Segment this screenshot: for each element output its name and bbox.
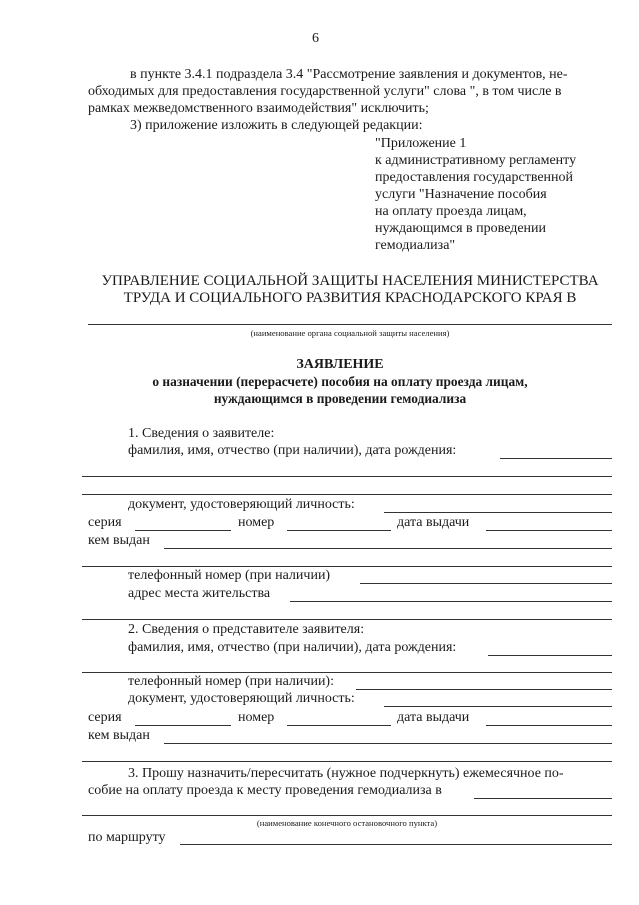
section2-issued-by-field[interactable] bbox=[164, 743, 612, 744]
section1-fio-label: фамилия, имя, отчество (при наличии), дата рождения: bbox=[128, 443, 457, 458]
statement-title: ЗАЯВЛЕНИЕ bbox=[296, 357, 384, 372]
agency-line-2: ТРУДА И СОЦИАЛЬНОГО РАЗВИТИЯ КРАСНОДАРСКОГО КРАЯ В bbox=[123, 290, 577, 306]
statement-subtitle-2: нуждающимся в проведении гемодиализа bbox=[213, 391, 467, 406]
section1-address-line-2[interactable] bbox=[82, 619, 612, 620]
section1-series-field[interactable] bbox=[135, 530, 231, 531]
appendix-line-2: к административному регламенту bbox=[375, 153, 577, 168]
section1-document-label: документ, удостоверяющий личность: bbox=[128, 497, 355, 512]
section2-issue-date-field[interactable] bbox=[486, 725, 612, 726]
section1-fio-line-2[interactable] bbox=[82, 476, 612, 477]
appendix-line-4: услуги "Назначение пособия bbox=[375, 187, 547, 202]
section1-issued-by-label: кем выдан bbox=[88, 533, 150, 548]
section1-heading: 1. Сведения о заявителе: bbox=[128, 426, 275, 441]
section2-series-label: серия bbox=[88, 710, 122, 725]
appendix-line-3: предоставления государственной bbox=[375, 170, 574, 185]
section1-fio-line-3[interactable] bbox=[82, 494, 612, 495]
section3-line-2: собие на оплату проезда к месту проведения гемодиализа в bbox=[88, 783, 442, 798]
intro-line-4: 3) приложение изложить в следующей редакции: bbox=[130, 118, 423, 133]
section1-issue-date-label: дата выдачи bbox=[397, 515, 470, 530]
section1-issued-by-field[interactable] bbox=[164, 548, 612, 549]
section3-route-label: по маршруту bbox=[88, 830, 166, 845]
section2-phone-label: телефонный номер (при наличии): bbox=[128, 674, 334, 689]
statement-subtitle-1: о назначении (перерасчете) пособия на оплату проезда лицам, bbox=[152, 374, 528, 389]
agency-line-1: УПРАВЛЕНИЕ СОЦИАЛЬНОЙ ЗАЩИТЫ НАСЕЛЕНИЯ МИНИСТЕРСТВА bbox=[101, 273, 599, 289]
section2-series-field[interactable] bbox=[135, 725, 231, 726]
section3-destination-field[interactable] bbox=[474, 798, 612, 799]
section2-issued-by-line-2[interactable] bbox=[82, 761, 612, 762]
section2-number-field[interactable] bbox=[287, 725, 391, 726]
section1-phone-field[interactable] bbox=[360, 583, 612, 584]
section1-number-label: номер bbox=[238, 515, 275, 530]
section2-issue-date-label: дата выдачи bbox=[397, 710, 470, 725]
section1-address-label: адрес места жительства bbox=[128, 586, 271, 601]
intro-line-2: обходимых для предоставления государственной услуги" слова ", в том числе в bbox=[88, 84, 562, 99]
section1-document-field[interactable] bbox=[384, 512, 612, 513]
section1-address-field[interactable] bbox=[290, 601, 612, 602]
section1-phone-label: телефонный номер (при наличии) bbox=[128, 568, 331, 583]
intro-line-3: рамках межведомственного взаимодействия" исключить; bbox=[88, 101, 429, 116]
intro-line-1: в пункте 3.4.1 подраздела 3.4 "Рассмотрение заявления и документов, не- bbox=[130, 67, 568, 82]
appendix-line-7: гемодиализа" bbox=[375, 238, 456, 253]
agency-caption: (наименование органа социальной защиты населения) bbox=[250, 328, 450, 338]
section3-line-1: 3. Прошу назначить/пересчитать (нужное подчеркнуть) ежемесячное по- bbox=[128, 766, 564, 781]
section2-number-label: номер bbox=[238, 710, 275, 725]
page-number: 6 bbox=[312, 31, 319, 46]
section2-issued-by-label: кем выдан bbox=[88, 728, 150, 743]
appendix-line-1: "Приложение 1 bbox=[375, 136, 467, 151]
appendix-line-6: нуждающимся в проведении bbox=[375, 221, 547, 236]
section1-series-label: серия bbox=[88, 515, 122, 530]
section2-document-label: документ, удостоверяющий личность: bbox=[128, 691, 355, 706]
section2-document-field[interactable] bbox=[384, 706, 612, 707]
section3-caption: (наименование конечного остановочного пункта) bbox=[256, 818, 438, 828]
section1-fio-field[interactable] bbox=[500, 458, 612, 459]
section2-fio-field[interactable] bbox=[488, 655, 612, 656]
agency-name-line bbox=[88, 324, 612, 325]
section1-issue-date-field[interactable] bbox=[486, 530, 612, 531]
section2-phone-field[interactable] bbox=[356, 689, 612, 690]
appendix-line-5: на оплату проезда лицам, bbox=[375, 204, 527, 219]
section1-number-field[interactable] bbox=[287, 530, 391, 531]
section2-heading: 2. Сведения о представителе заявителя: bbox=[128, 622, 365, 637]
section2-fio-label: фамилия, имя, отчество (при наличии), дата рождения: bbox=[128, 640, 457, 655]
section3-route-field[interactable] bbox=[180, 844, 612, 845]
section3-destination-line-2[interactable] bbox=[82, 815, 612, 816]
